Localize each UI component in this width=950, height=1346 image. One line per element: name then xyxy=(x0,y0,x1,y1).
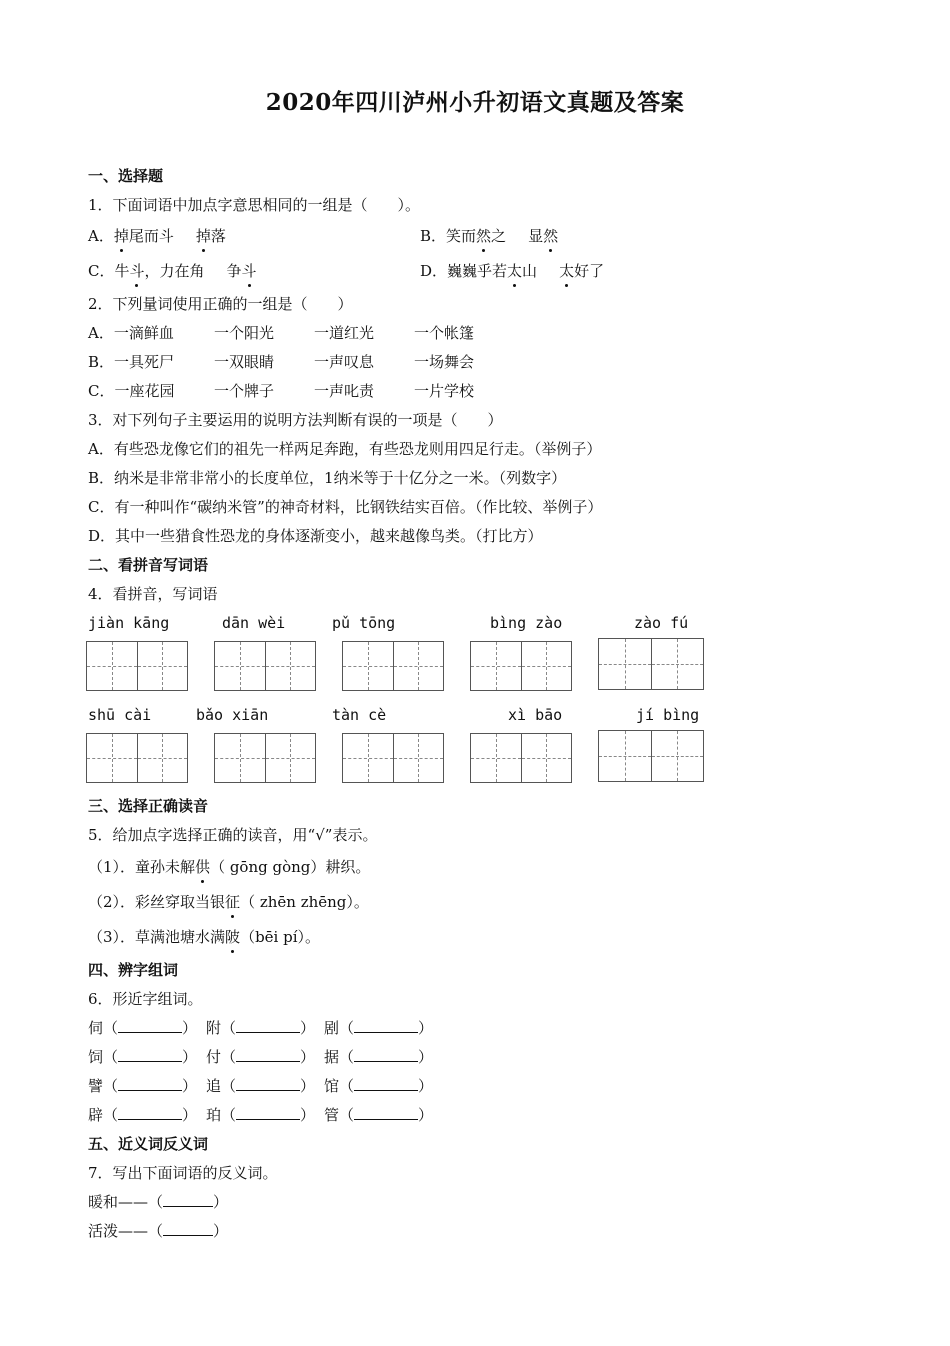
section-heading-2: 二、看拼音写词语 xyxy=(88,556,209,574)
pinyin-label: dān wèi xyxy=(222,614,286,632)
answer-blank[interactable] xyxy=(354,1047,418,1062)
q3-option-b: B．纳米是非常非常小的长度单位，1纳米等于十亿分之一米。（列数字） xyxy=(88,469,567,487)
writing-grid[interactable] xyxy=(214,733,316,783)
q2-option-b: B．一具死尸 一双眼睛 一声叹息 一场舞会 xyxy=(88,353,475,371)
writing-grid[interactable] xyxy=(86,733,188,783)
q2-option-c: C．一座花园 一个牌子 一声叱责 一片学校 xyxy=(88,382,475,400)
writing-grid[interactable] xyxy=(86,641,188,691)
answer-blank[interactable] xyxy=(236,1105,300,1120)
q5-item-3: （3）．草满池塘水满陂（bēi pí）。 xyxy=(88,928,321,946)
q1-option-a: A．掉尾而斗 掉落 xyxy=(88,227,226,245)
question-1-stem: 1．下面词语中加点字意思相同的一组是（ ）。 xyxy=(88,196,421,214)
section-heading-4: 四、辨字组词 xyxy=(88,961,179,979)
answer-blank[interactable] xyxy=(354,1105,418,1120)
question-3-stem: 3．对下列句子主要运用的说明方法判断有误的一项是（ ） xyxy=(88,411,503,429)
pinyin-label: jí bìng xyxy=(636,706,700,724)
answer-blank[interactable] xyxy=(236,1047,300,1062)
pinyin-label: tàn cè xyxy=(332,706,387,724)
answer-blank[interactable] xyxy=(236,1018,300,1033)
writing-grid[interactable] xyxy=(598,638,704,690)
answer-blank[interactable] xyxy=(354,1076,418,1091)
writing-grid[interactable] xyxy=(598,730,704,782)
pinyin-label: zào fú xyxy=(634,614,689,632)
q6-row: 饲（ ） 付（ ） 据（ ） xyxy=(88,1048,434,1066)
answer-blank[interactable] xyxy=(354,1018,418,1033)
answer-blank[interactable] xyxy=(236,1076,300,1091)
writing-grid[interactable] xyxy=(342,641,444,691)
q1-option-c: C．牛斗，力在角 争斗 xyxy=(88,262,257,280)
q1-option-b: B．笑而然之 显然 xyxy=(420,227,559,245)
q1-option-d: D．巍巍乎若太山 太好了 xyxy=(420,262,605,280)
q6-row: 譬（ ） 追（ ） 馆（ ） xyxy=(88,1077,434,1095)
q6-row: 辟（ ） 珀（ ） 管（ ） xyxy=(88,1106,434,1124)
pinyin-label: bǎo xiān xyxy=(196,706,269,724)
question-4-stem: 4．看拼音，写词语 xyxy=(88,585,218,603)
section-heading-3: 三、选择正确读音 xyxy=(88,797,209,815)
section-heading-1: 一、选择题 xyxy=(88,167,164,185)
pinyin-label: bìng zào xyxy=(490,614,563,632)
q5-item-2: （2）．彩丝穿取当银征（ zhēn zhēng）。 xyxy=(88,893,369,911)
q7-item: 暖和——（ ） xyxy=(88,1193,229,1211)
answer-blank[interactable] xyxy=(118,1076,182,1091)
pinyin-label: jiàn kāng xyxy=(88,614,170,632)
writing-grid[interactable] xyxy=(214,641,316,691)
question-6-stem: 6．形近字组词。 xyxy=(88,990,203,1008)
answer-blank[interactable] xyxy=(118,1105,182,1120)
answer-blank[interactable] xyxy=(118,1018,182,1033)
pinyin-label: shū cài xyxy=(88,706,152,724)
writing-grid[interactable] xyxy=(470,733,572,783)
q3-option-c: C．有一种叫作“碳纳米管”的神奇材料，比钢铁结实百倍。（作比较、举例子） xyxy=(88,498,603,516)
q7-item: 活泼——（ ） xyxy=(88,1222,229,1240)
question-5-stem: 5．给加点字选择正确的读音，用“√”表示。 xyxy=(88,826,378,844)
pinyin-label: xì bāo xyxy=(508,706,563,724)
q6-row: 伺（ ） 附（ ） 剧（ ） xyxy=(88,1019,434,1037)
question-2-stem: 2．下列量词使用正确的一组是（ ） xyxy=(88,295,353,313)
section-heading-5: 五、近义词反义词 xyxy=(88,1135,209,1153)
pinyin-label: pǔ tōng xyxy=(332,614,396,632)
answer-blank[interactable] xyxy=(118,1047,182,1062)
q3-option-a: A．有些恐龙像它们的祖先一样两足奔跑，有些恐龙则用四足行走。（举例子） xyxy=(88,440,602,458)
q5-item-1: （1）．童孙未解供（ gōng gòng）耕织。 xyxy=(88,858,371,876)
writing-grid[interactable] xyxy=(342,733,444,783)
answer-blank[interactable] xyxy=(163,1192,213,1207)
q2-option-a: A．一滴鲜血 一个阳光 一道红光 一个帐篷 xyxy=(88,324,475,342)
page-title: 2020年四川泸州小升初语文真题及答案 xyxy=(265,89,685,116)
q3-option-d: D．其中一些猎食性恐龙的身体逐渐变小，越来越像鸟类。（打比方） xyxy=(88,527,543,545)
answer-blank[interactable] xyxy=(163,1221,213,1236)
question-7-stem: 7．写出下面词语的反义词。 xyxy=(88,1164,278,1182)
writing-grid[interactable] xyxy=(470,641,572,691)
